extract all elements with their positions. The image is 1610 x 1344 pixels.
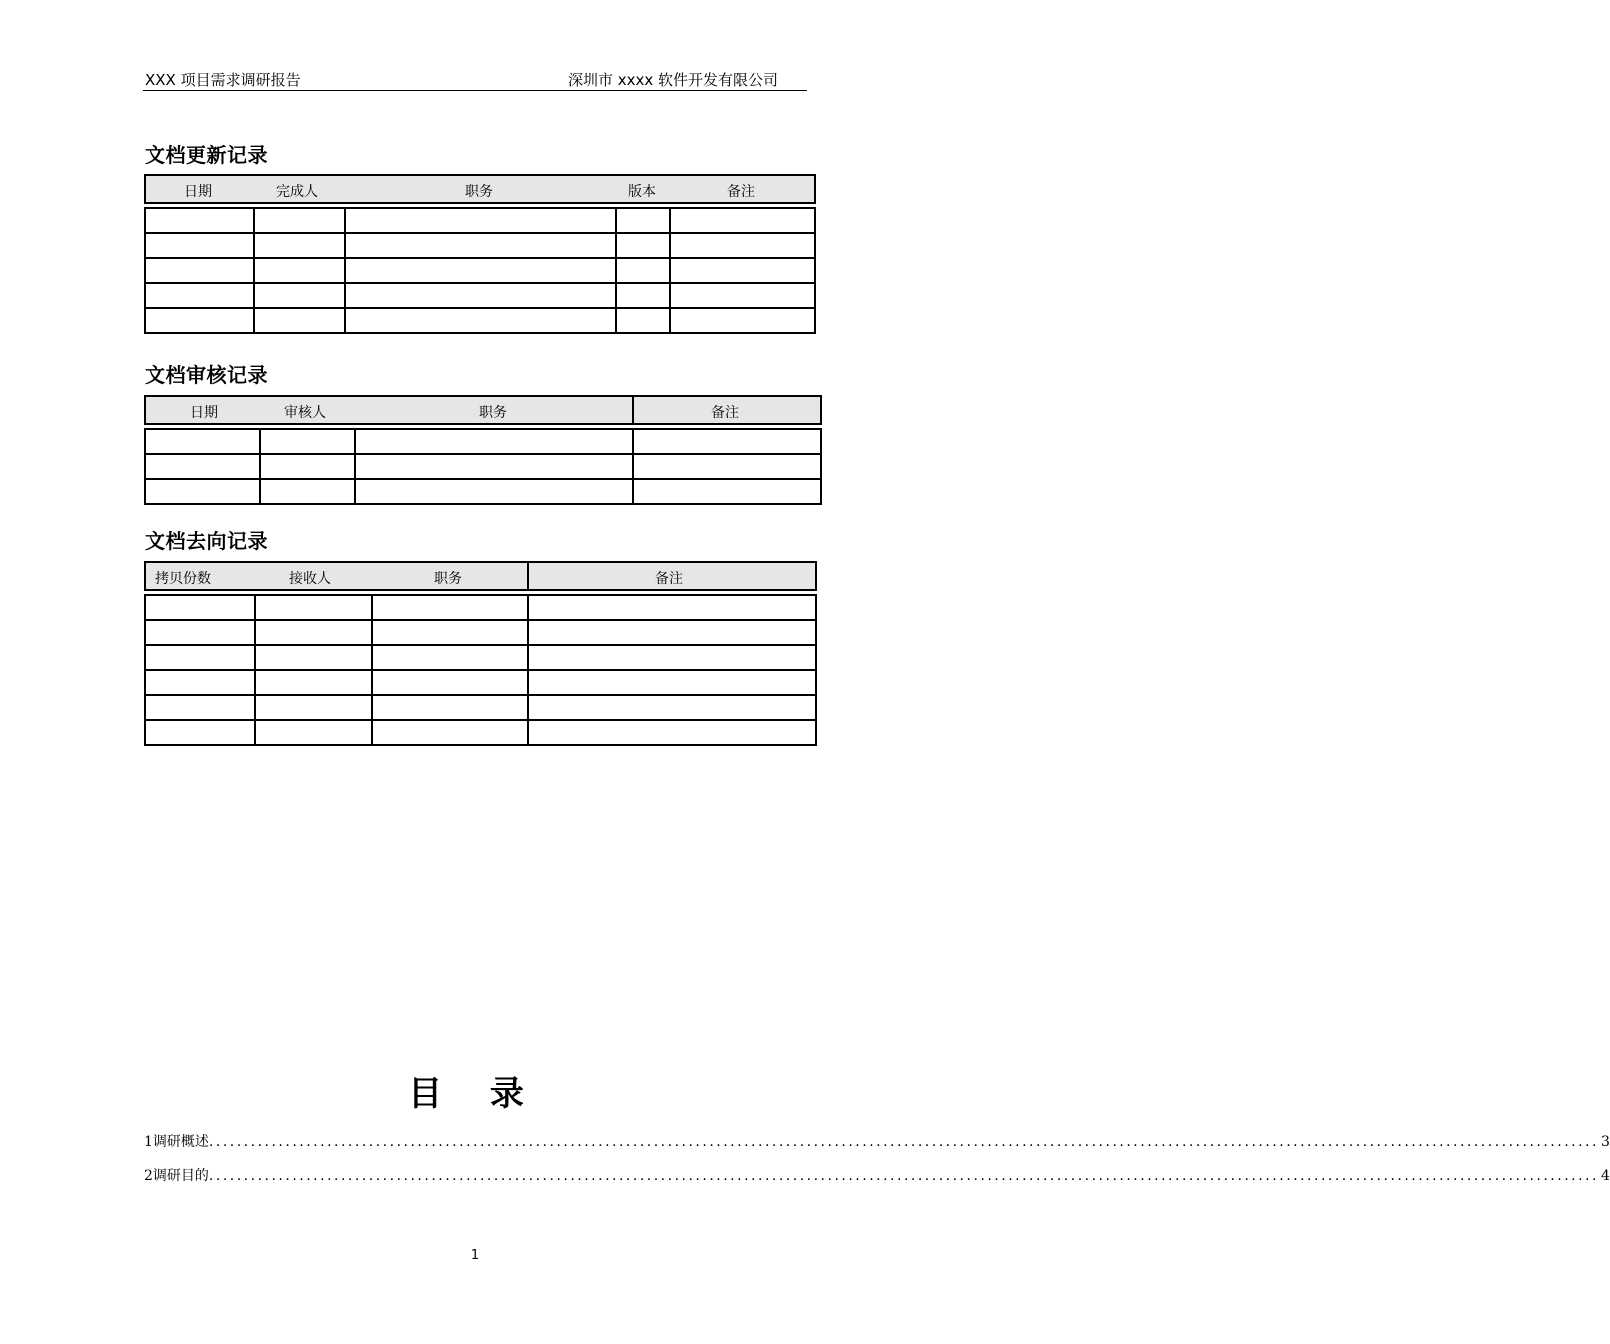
table-cell <box>254 308 345 333</box>
update-record-header-row <box>145 175 815 203</box>
header-company-name: 深圳市 xxxx 软件开发有限公司 <box>568 71 779 89</box>
table-cell <box>254 283 345 308</box>
toc-entry-page: 4 <box>1600 1168 1610 1184</box>
table-row <box>145 454 821 479</box>
table-cell <box>372 595 528 620</box>
col-header-remarks: 备注 <box>727 184 755 200</box>
table-row <box>145 208 815 233</box>
page-number: 1 <box>470 1248 480 1263</box>
toc-leader-dots: ........................................................................................................................................................................................................ <box>208 1134 1599 1150</box>
toc-entry-number: 2 <box>144 1168 153 1184</box>
table-row <box>145 695 816 720</box>
col-header-position: 职务 <box>465 184 493 200</box>
table-cell <box>345 233 616 258</box>
table-cell <box>616 258 670 283</box>
update-record-table <box>144 174 816 334</box>
table-row <box>145 429 821 454</box>
table-cell <box>355 454 633 479</box>
table-row <box>145 645 816 670</box>
table-cell <box>616 283 670 308</box>
update-record-title: 文档更新记录 <box>145 143 268 167</box>
col-header-date: 日期 <box>190 405 218 421</box>
table-cell <box>145 308 254 333</box>
toc-title: 目 录 <box>408 1074 542 1114</box>
col-header-recipient: 接收人 <box>289 571 331 587</box>
table-cell <box>255 620 372 645</box>
table-cell <box>355 479 633 504</box>
table-cell <box>670 258 815 283</box>
table-cell <box>670 233 815 258</box>
table-cell <box>528 595 816 620</box>
table-cell <box>145 429 260 454</box>
header-divider <box>143 90 807 91</box>
table-cell <box>255 720 372 745</box>
table-row <box>145 720 816 745</box>
col-header-position: 职务 <box>479 405 507 421</box>
col-header-remarks: 备注 <box>711 405 740 421</box>
table-cell <box>145 208 254 233</box>
table-cell <box>260 479 355 504</box>
review-record-table <box>144 395 822 505</box>
distribution-record-title: 文档去向记录 <box>145 529 268 553</box>
toc-entry-title: 调研概述 <box>152 1134 209 1150</box>
table-row <box>145 620 816 645</box>
table-cell <box>633 429 821 454</box>
table-cell <box>145 620 255 645</box>
table-cell <box>633 454 821 479</box>
table-cell <box>345 258 616 283</box>
table-cell <box>145 595 255 620</box>
table-cell <box>633 479 821 504</box>
col-header-remarks: 备注 <box>655 571 684 587</box>
table-cell <box>255 645 372 670</box>
table-cell <box>528 645 816 670</box>
table-row <box>145 479 821 504</box>
table-row <box>145 595 816 620</box>
table-cell <box>372 670 528 695</box>
table-cell <box>145 258 254 283</box>
table-cell <box>255 670 372 695</box>
distribution-record-header-row <box>145 562 816 590</box>
table-cell <box>345 283 616 308</box>
col-header-version: 版本 <box>628 184 656 200</box>
col-header-author: 完成人 <box>276 184 318 200</box>
toc-entry-title: 调研目的 <box>152 1168 209 1184</box>
distribution-record-body <box>145 595 816 745</box>
table-cell <box>355 429 633 454</box>
table-cell <box>372 720 528 745</box>
table-row <box>145 233 815 258</box>
table-cell <box>528 720 816 745</box>
table-row <box>145 258 815 283</box>
table-cell <box>670 283 815 308</box>
table-cell <box>345 308 616 333</box>
toc-entry-number: 1 <box>144 1134 153 1150</box>
review-record-header-row <box>145 396 821 424</box>
table-cell <box>372 620 528 645</box>
col-header-position: 职务 <box>434 571 462 587</box>
table-row <box>145 283 815 308</box>
review-record-body <box>145 429 821 504</box>
update-record-body <box>145 208 815 333</box>
toc-entry-page: 3 <box>1600 1134 1610 1150</box>
table-cell <box>345 208 616 233</box>
table-cell <box>145 720 255 745</box>
table-cell <box>145 670 255 695</box>
table-cell <box>616 233 670 258</box>
table-cell <box>372 695 528 720</box>
col-header-date: 日期 <box>184 184 212 200</box>
toc-leader-dots: ........................................................................................................................................................................................................ <box>208 1168 1599 1184</box>
review-record-title: 文档审核记录 <box>145 363 268 387</box>
table-cell <box>145 695 255 720</box>
table-cell <box>670 208 815 233</box>
table-cell <box>528 620 816 645</box>
table-cell <box>528 670 816 695</box>
table-row <box>145 670 816 695</box>
toc-entry[interactable] <box>144 1131 1610 1153</box>
table-cell <box>145 283 254 308</box>
table-cell <box>254 258 345 283</box>
table-cell <box>255 595 372 620</box>
toc-entry[interactable] <box>144 1165 1610 1187</box>
distribution-record-table <box>144 561 817 746</box>
table-cell <box>260 429 355 454</box>
table-cell <box>254 208 345 233</box>
table-cell <box>255 695 372 720</box>
table-cell <box>145 233 254 258</box>
table-cell <box>616 308 670 333</box>
table-row <box>145 308 815 333</box>
table-cell <box>254 233 345 258</box>
table-cell <box>372 645 528 670</box>
table-cell <box>616 208 670 233</box>
table-cell <box>528 695 816 720</box>
col-header-copies: 拷贝份数 <box>155 571 211 587</box>
table-cell <box>145 645 255 670</box>
table-cell <box>145 479 260 504</box>
header-project-title: XXX 项目需求调研报告 <box>145 71 301 89</box>
table-cell <box>145 454 260 479</box>
table-cell <box>260 454 355 479</box>
col-header-reviewer: 审核人 <box>284 405 326 421</box>
table-cell <box>670 308 815 333</box>
